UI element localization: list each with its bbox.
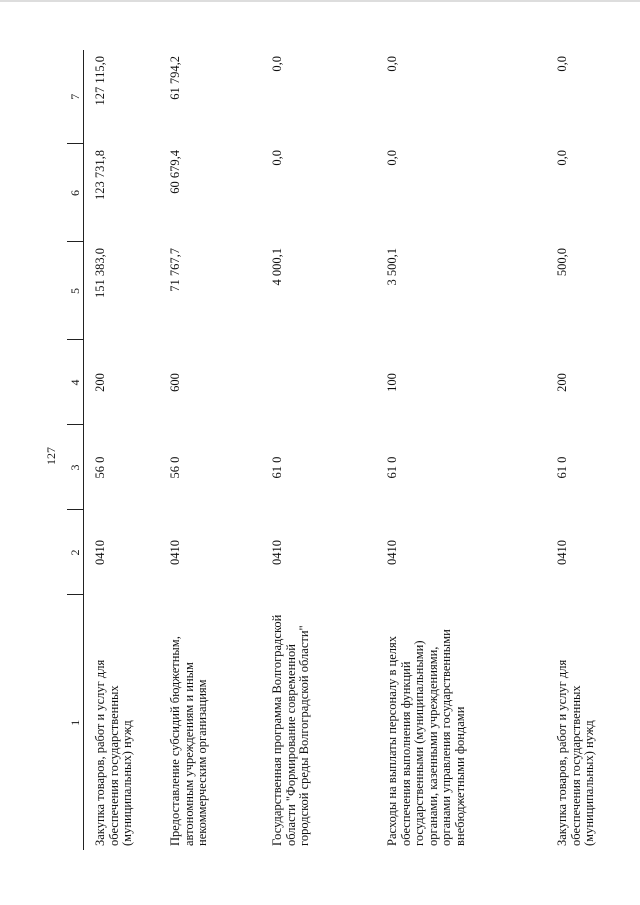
cell-amount-col5: 3 500,1 xyxy=(385,248,399,286)
rotated-table-container xyxy=(67,50,596,850)
cell-amount-col5: 71 767,7 xyxy=(168,248,182,292)
page-number: 127 xyxy=(44,447,58,465)
cell-amount-col5: 151 383,0 xyxy=(93,248,107,298)
column-header: 1 xyxy=(67,595,84,850)
cell-section-code: 0410 xyxy=(168,540,182,565)
cell-amount-col6: 0,0 xyxy=(385,150,399,166)
column-header: 3 xyxy=(67,425,84,510)
cell-program-code: 61 0 xyxy=(270,456,284,479)
scan-edge-line xyxy=(0,0,640,2)
column-header: 5 xyxy=(67,242,84,340)
cell-expense-type xyxy=(261,340,376,425)
cell-amount-col7: 0,0 xyxy=(385,56,399,72)
column-header: 4 xyxy=(67,340,84,425)
row-name: Государственная программа Волгоградской области "Формирование современной городской среды Волгоградской области" xyxy=(270,614,311,846)
cell-program-code: 56 0 xyxy=(168,456,182,479)
cell-section-code: 0410 xyxy=(385,540,399,565)
cell-amount-col5: 500,0 xyxy=(555,248,569,277)
table-row xyxy=(84,50,160,850)
cell-expense-type: 200 xyxy=(93,373,107,392)
cell-program-code: 56 0 xyxy=(93,456,107,479)
cell-amount-col7: 0,0 xyxy=(555,56,569,72)
cell-program-code: 61 0 xyxy=(385,456,399,479)
row-name: Предоставление субсидий бюджетным, автономным учреждениям и иным некоммерческим организациям xyxy=(168,636,209,846)
row-name: Закупка товаров, работ и услуг для обеспечения государственных (муниципальных) нужд xyxy=(93,659,134,846)
cell-amount-col6: 60 679,4 xyxy=(168,150,182,194)
cell-expense-type: 600 xyxy=(168,373,182,392)
table-row xyxy=(261,50,376,850)
cell-amount-col7: 127 115,0 xyxy=(93,56,107,106)
table-row xyxy=(376,50,546,850)
cell-program-code: 61 0 xyxy=(555,456,569,479)
cell-expense-type: 100 xyxy=(385,373,399,392)
row-name: Закупка товаров, работ и услуг для обеспечения государственных (муниципальных) нужд xyxy=(555,659,596,846)
cell-amount-col7: 0,0 xyxy=(270,56,284,72)
header-row xyxy=(67,50,84,850)
row-name: Расходы на выплаты персоналу в целях обеспечения выполнения функций государственными (муниципальными) органами, казенными учреждениями, органами управления государственными внебюджетными фондами xyxy=(385,629,467,846)
budget-table xyxy=(67,50,620,850)
column-header: 7 xyxy=(67,50,84,144)
cell-section-code: 0410 xyxy=(270,540,284,565)
column-header: 2 xyxy=(67,510,84,595)
cell-amount-col5: 4 000,1 xyxy=(270,248,284,286)
cell-section-code: 0410 xyxy=(93,540,107,565)
table-row xyxy=(546,50,620,850)
cell-expense-type: 200 xyxy=(555,373,569,392)
cell-section-code: 0410 xyxy=(555,540,569,565)
table-row xyxy=(159,50,261,850)
cell-amount-col6: 123 731,8 xyxy=(93,150,107,200)
cell-amount-col6: 0,0 xyxy=(555,150,569,166)
column-header: 6 xyxy=(67,144,84,242)
cell-amount-col7: 61 794,2 xyxy=(168,56,182,100)
cell-amount-col6: 0,0 xyxy=(270,150,284,166)
